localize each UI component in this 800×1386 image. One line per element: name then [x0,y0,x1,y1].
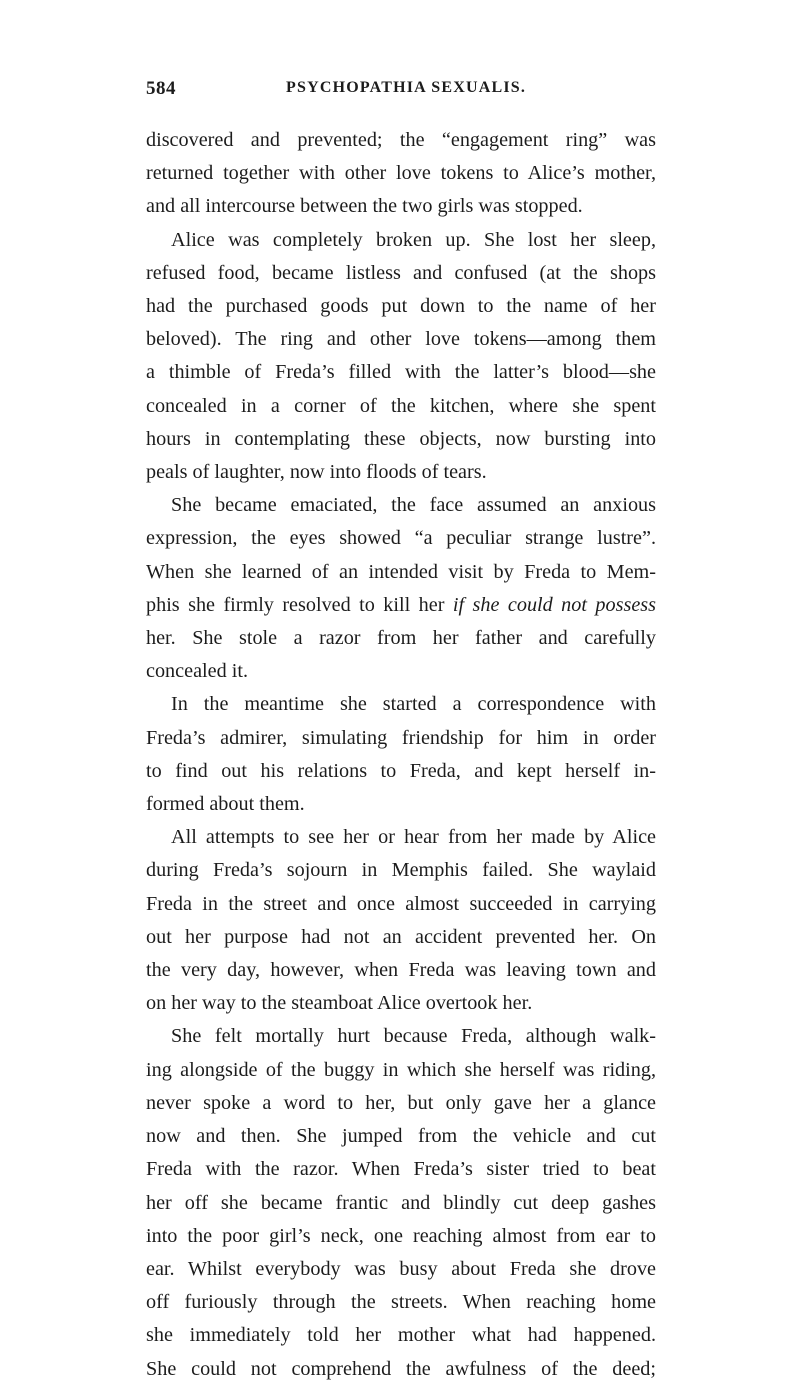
text-line: She became emaciated, the face assumed an anxious [171,494,656,517]
text-line: off furiously through the streets. When reaching home [146,1291,656,1314]
paragraph [146,821,656,1020]
text-line-with-emphasis [146,589,656,622]
paragraph [146,224,656,490]
text-line: her off she became frantic and blindly cut deep gashes [146,1191,656,1214]
text-line: All attempts to see her or hear from her made by Alice [171,826,656,849]
text-line: In the meantime she started a correspondence with [171,693,656,716]
text-line: during Freda’s sojourn in Memphis failed. She waylaid [146,859,656,882]
emphasis-text: if she could not possess [452,593,656,616]
text-line: peals of laughter, now into floods of tears. [146,461,487,484]
text-line: formed about them. [146,793,305,816]
paragraph [146,1020,656,1385]
text-line: Alice was completely broken up. She lost her sleep, [171,228,656,251]
running-title: PSYCHOPATHIA SEXUALIS. [286,79,527,96]
text-segment: phis she firmly resolved to kill her [146,593,453,616]
text-line: the very day, however, when Freda was leaving town and [146,959,656,982]
text-line: expression, the eyes showed “a peculiar strange lustre”. [146,527,656,550]
running-head [146,78,666,102]
text-line: a thimble of Freda’s filled with the latter’s blood—she [146,361,656,384]
text-line: ear. Whilst everybody was busy about Freda she drove [146,1257,656,1280]
text-line: on her way to the steamboat Alice overtook her. [146,992,533,1015]
paragraph [146,489,656,688]
text-line: She could not comprehend the awfulness of the deed; [146,1357,656,1380]
text-line: Freda’s admirer, simulating friendship for him in order [146,726,656,749]
text-line: concealed in a corner of the kitchen, where she spent [146,394,656,417]
text-line: never spoke a word to her, but only gave her a glance [146,1091,656,1114]
paragraph [146,124,656,224]
text-line: She felt mortally hurt because Freda, although walk- [171,1025,656,1048]
text-line: now and then. She jumped from the vehicle and cut [146,1125,656,1148]
text-line: hours in contemplating these objects, now bursting into [146,427,656,450]
text-line: concealed it. [146,660,249,683]
text-line: ing alongside of the buggy in which she herself was riding, [146,1058,656,1081]
text-line: had the purchased goods put down to the name of her [146,295,656,318]
text-line: refused food, became listless and confused (at the shops [146,261,656,284]
text-line: to find out his relations to Freda, and kept herself in- [146,759,656,782]
text-line: out her purpose had not an accident prevented her. On [146,925,656,948]
text-line: beloved). The ring and other love tokens—among them [146,328,656,351]
text-line: When she learned of an intended visit by Freda to Mem- [146,560,656,583]
paragraph [146,688,656,821]
text-line: she immediately told her mother what had happened. [146,1324,656,1347]
text-line: returned together with other love tokens to Alice’s mother, [146,162,656,185]
body-text [146,124,656,1386]
text-line: into the poor girl’s neck, one reaching almost from ear to [146,1224,656,1247]
text-line: Freda with the razor. When Freda’s sister tried to beat [146,1158,656,1181]
text-line: and all intercourse between the two girls was stopped. [146,195,583,218]
text-line: her. She stole a razor from her father and carefully [146,627,656,650]
text-line: Freda in the street and once almost succeeded in carrying [146,892,656,915]
text-line: discovered and prevented; the “engagement ring” was [146,129,656,151]
page-number: 584 [146,78,176,99]
